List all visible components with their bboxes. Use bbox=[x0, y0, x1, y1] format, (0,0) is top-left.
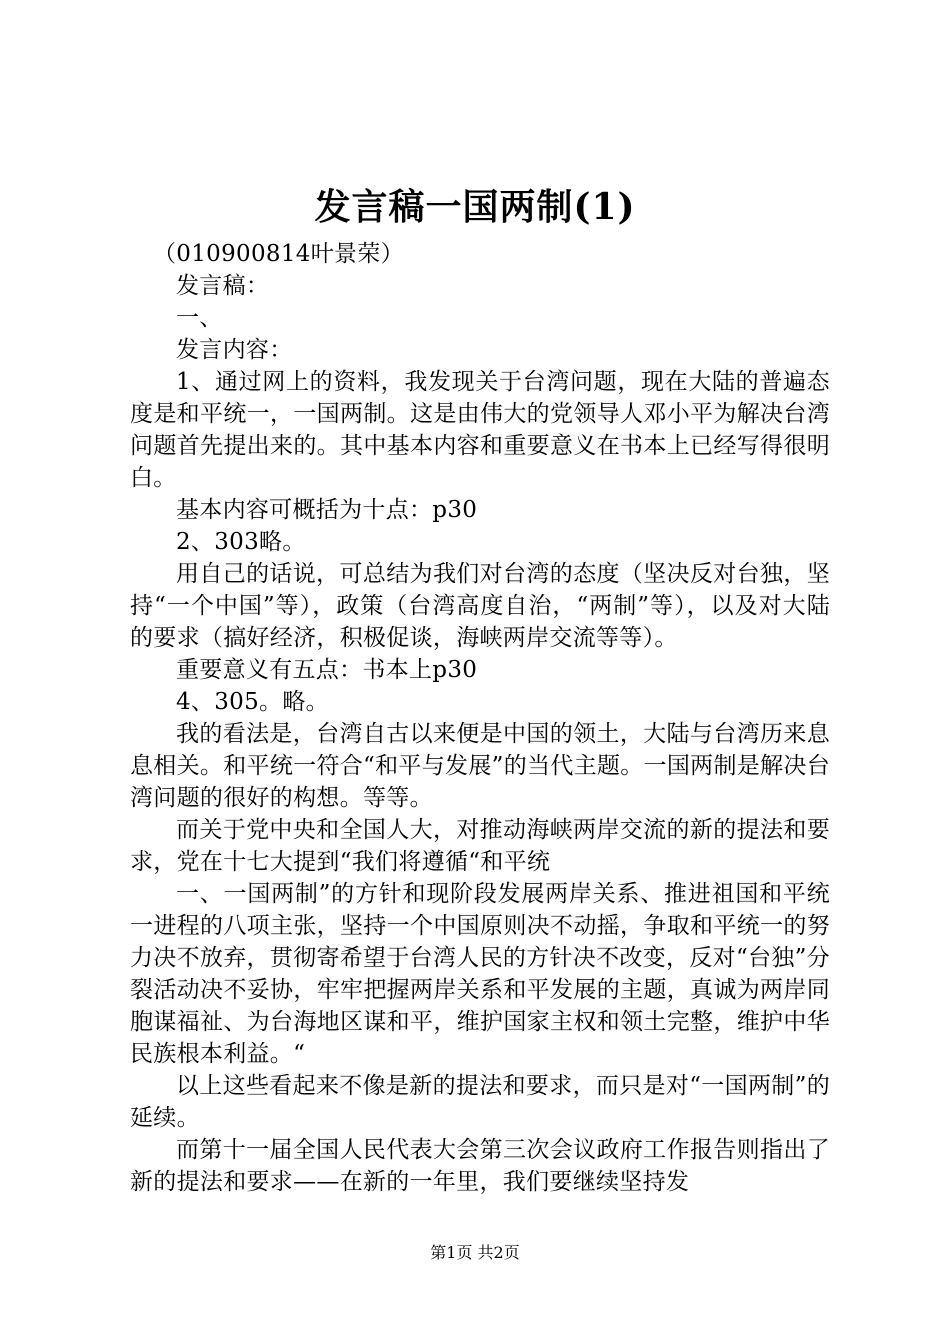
paragraph: 而关于党中央和全国人大，对推动海峡两岸交流的新的提法和要求，党在十七大提到“我们将遵循“和平统 bbox=[130, 817, 830, 875]
paragraph: 发言内容： bbox=[176, 337, 293, 363]
paragraph: 一、 bbox=[176, 305, 223, 331]
paragraph: 1、通过网上的资料，我发现关于台湾问题，现在大陆的普遍态度是和平统一，一国两制。这是由伟大的党领导人邓小平为解决台湾问题首先提出来的。其中基本内容和重要意义在书本上已经写得很明白。 bbox=[130, 369, 830, 491]
paragraph: 一、一国两制”的方针和现阶段发展两岸关系、推进祖国和平统一进程的八项主张，坚持一个中国原则决不动摇，争取和平统一的努力决不放弃，贯彻寄希望于台湾人民的方针决不改变，反对“台独”分裂活动决不妥协，牢牢把握两岸关系和平发展的主题，真诚为两岸同胞谋福祉、为台海地区谋和平，维护国家主权和领土完整，维护中华民族根本利益。“ bbox=[130, 881, 830, 1067]
paragraph: 用自己的话说，可总结为我们对台湾的态度（坚决反对台独，坚持“一个中国”等），政策（台湾高度自治，“两制”等），以及对大陆的要求（搞好经济，积极促谈，海峡两岸交流等等）。 bbox=[130, 561, 830, 651]
page-footer: 第1页 共2页 bbox=[430, 1243, 520, 1262]
document-title: 发言稿一国两制(1) bbox=[314, 186, 636, 228]
paragraph: 重要意义有五点：书本上p30 bbox=[176, 657, 478, 683]
paragraph: 以上这些看起来不像是新的提法和要求，而只是对“一国两制”的延续。 bbox=[130, 1073, 830, 1131]
author-line: （010900814叶景荣） bbox=[153, 241, 404, 267]
paragraph: 发言稿： bbox=[176, 273, 270, 299]
paragraph: 4、305。略。 bbox=[176, 689, 329, 715]
paragraph: 我的看法是，台湾自古以来便是中国的领土，大陆与台湾历来息息相关。和平统一符合“和平与发展”的当代主题。一国两制是解决台湾问题的很好的构想。等等。 bbox=[130, 721, 830, 811]
paragraph: 基本内容可概括为十点：p30 bbox=[176, 497, 478, 523]
paragraph: 2、303略。 bbox=[176, 529, 306, 555]
paragraph: 而第十一届全国人民代表大会第三次会议政府工作报告则指出了新的提法和要求——在新的一年里，我们要继续坚持发 bbox=[130, 1137, 830, 1195]
document-body bbox=[130, 238, 830, 1198]
